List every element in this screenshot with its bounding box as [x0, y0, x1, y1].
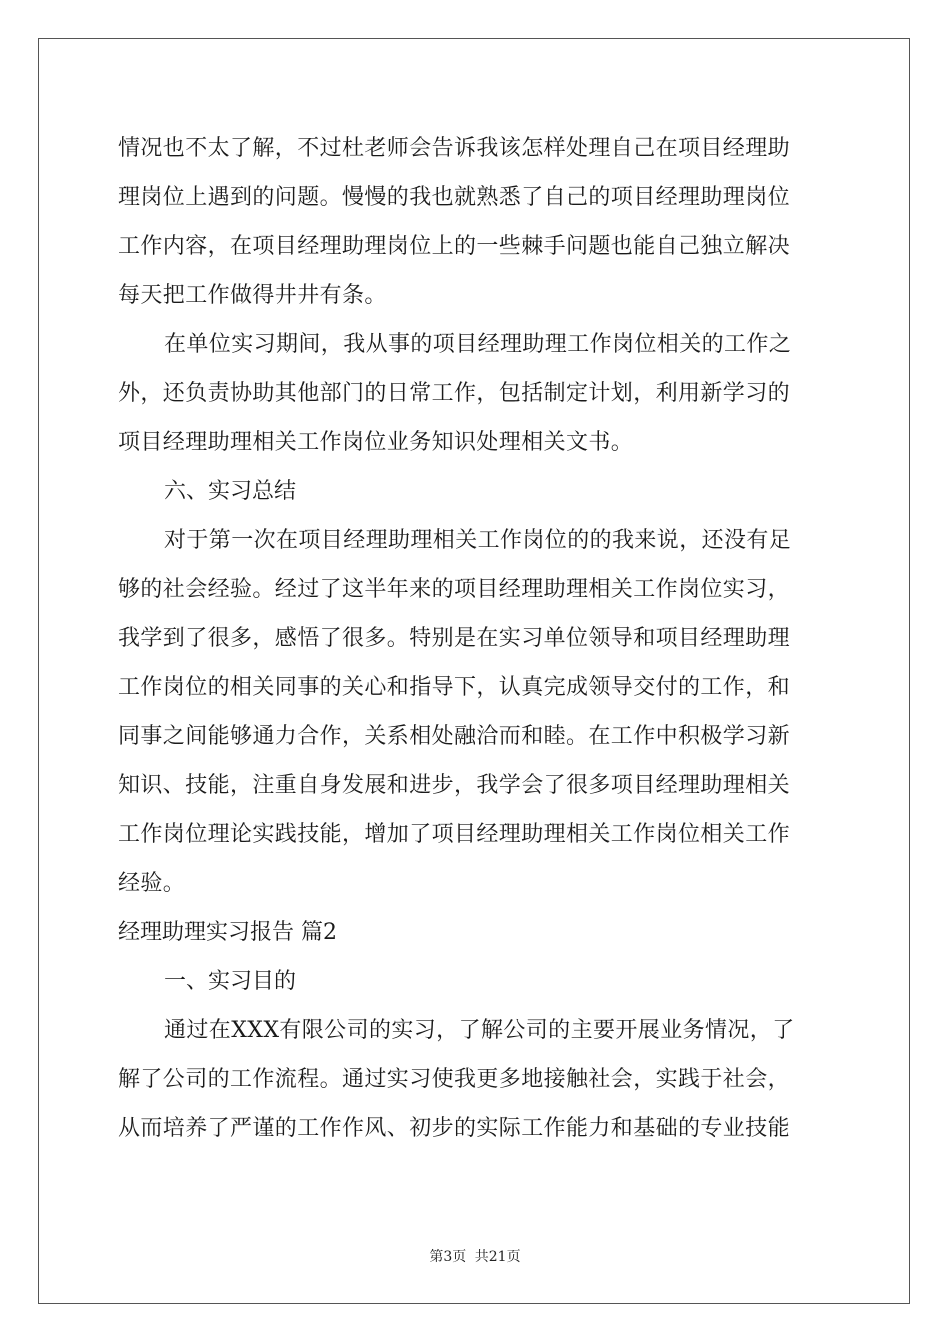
paragraph-3 — [118, 516, 834, 908]
page-total: 共21页 — [474, 1249, 521, 1265]
text-line: 理岗位上遇到的问题。慢慢的我也就熟悉了自己的项目经理助理岗位 — [118, 185, 791, 210]
text-line: 通过在XXX有限公司的实习，了解公司的主要开展业务情况，了 — [164, 1018, 795, 1043]
document-body — [118, 124, 834, 1153]
text-line: 工作岗位的相关同事的关心和指导下，认真完成领导交付的工作，和 — [118, 675, 791, 700]
text-line: 够的社会经验。经过了这半年来的项目经理助理相关工作岗位实习， — [118, 577, 791, 602]
text-line: 经验。 — [118, 871, 186, 896]
text-line: 从而培养了严谨的工作作风、初步的实际工作能力和基础的专业技能 — [118, 1116, 791, 1141]
paragraph-4 — [118, 1006, 834, 1153]
text-line: 解了公司的工作流程。通过实习使我更多地接触社会，实践于社会， — [118, 1067, 791, 1092]
text-line: 工作内容，在项目经理助理岗位上的一些棘手问题也能自己独立解决 — [118, 234, 791, 259]
text-line: 知识、技能，注重自身发展和进步，我学会了很多项目经理助理相关 — [118, 773, 791, 798]
paragraph-1 — [118, 124, 834, 320]
section-heading-purpose: 一、实习目的 — [164, 969, 297, 994]
text-line: 情况也不太了解，不过杜老师会告诉我该怎样处理自己在项目经理助 — [118, 136, 791, 161]
report-title: 经理助理实习报告 篇2 — [118, 920, 337, 945]
paragraph-2 — [118, 320, 834, 467]
text-line: 外，还负责协助其他部门的日常工作，包括制定计划，利用新学习的 — [118, 381, 791, 406]
text-line: 每天把工作做得井井有条。 — [118, 283, 387, 308]
text-line: 同事之间能够通力合作，关系相处融洽而和睦。在工作中积极学习新 — [118, 724, 791, 749]
text-line: 对于第一次在项目经理助理相关工作岗位的的我来说，还没有足 — [164, 528, 792, 553]
text-line: 项目经理助理相关工作岗位业务知识处理相关文书。 — [118, 430, 634, 455]
text-line: 在单位实习期间，我从事的项目经理助理工作岗位相关的工作之 — [164, 332, 792, 357]
section-heading-summary: 六、实习总结 — [164, 479, 297, 504]
text-line: 工作岗位理论实践技能，增加了项目经理助理相关工作岗位相关工作 — [118, 822, 791, 847]
page-footer — [0, 1246, 950, 1266]
text-line: 我学到了很多，感悟了很多。特别是在实习单位领导和项目经理助理 — [118, 626, 791, 651]
page-number: 第3页 — [429, 1249, 467, 1265]
